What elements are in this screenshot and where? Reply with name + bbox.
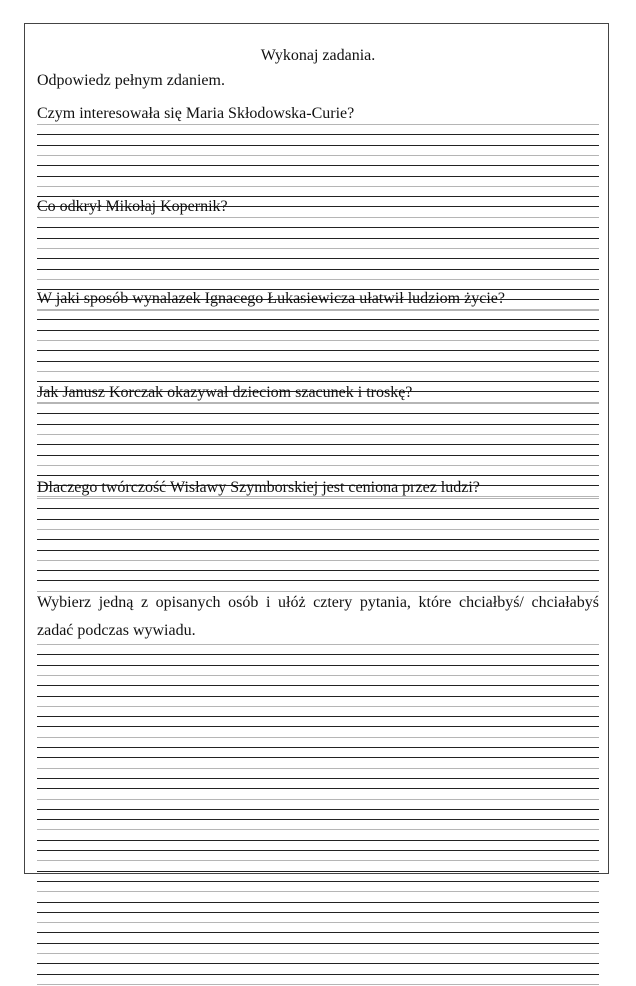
- writing-line: [37, 361, 599, 362]
- writing-guide-line: [37, 155, 599, 156]
- writing-guide-line: [37, 124, 599, 125]
- writing-line: [37, 840, 599, 841]
- writing-guide-line: [37, 706, 599, 707]
- writing-line: [37, 539, 599, 540]
- question-5: Dlaczego twórczość Wisławy Szymborskiej jest ceniona przez ludzi?: [37, 479, 480, 496]
- writing-line: [37, 819, 599, 820]
- writing-line: [37, 350, 599, 351]
- writing-line: [37, 165, 599, 166]
- writing-line: [37, 570, 599, 571]
- writing-guide-line: [37, 309, 599, 310]
- writing-guide-line: [37, 465, 599, 466]
- writing-line: [37, 519, 599, 520]
- writing-line: [37, 881, 599, 882]
- writing-guide-line: [37, 529, 599, 530]
- writing-guide-line: [37, 340, 599, 341]
- writing-guide-line: [37, 953, 599, 954]
- question-3: W jaki sposób wynalazek Ignacego Łukasiewicza ułatwił ludziom życie?: [37, 290, 505, 307]
- writing-guide-line: [37, 644, 599, 645]
- writing-line: [37, 176, 599, 177]
- writing-line: [37, 778, 599, 779]
- writing-guide-line: [37, 279, 599, 280]
- writing-line: [37, 809, 599, 810]
- writing-line: [37, 654, 599, 655]
- question-4: Jak Janusz Korczak okazywał dzieciom szacunek i troskę?: [37, 384, 413, 401]
- writing-line: [37, 238, 599, 239]
- writing-line: [37, 145, 599, 146]
- writing-line: [37, 444, 599, 445]
- instruction-text: Odpowiedz pełnym zdaniem.: [37, 72, 225, 89]
- writing-line: [37, 665, 599, 666]
- writing-line: [37, 912, 599, 913]
- writing-guide-line: [37, 799, 599, 800]
- writing-line: [37, 696, 599, 697]
- writing-line: [37, 475, 599, 476]
- writing-line: [37, 319, 599, 320]
- writing-guide-line: [37, 922, 599, 923]
- writing-guide-line: [37, 434, 599, 435]
- writing-line: [37, 974, 599, 975]
- writing-line: [37, 685, 599, 686]
- writing-line: [37, 550, 599, 551]
- question-1: Czym interesowała się Maria Skłodowska-Curie?: [37, 105, 355, 122]
- writing-line: [37, 943, 599, 944]
- writing-guide-line: [37, 248, 599, 249]
- worksheet-title: Wykonaj zadania.: [260, 47, 376, 64]
- question-2: Co odkrył Mikołaj Kopernik?: [37, 198, 228, 215]
- writing-line: [37, 716, 599, 717]
- writing-guide-line: [37, 737, 599, 738]
- writing-line: [37, 134, 599, 135]
- answer-area-5[interactable]: [37, 498, 599, 593]
- writing-line: [37, 413, 599, 414]
- writing-guide-line: [37, 498, 599, 499]
- writing-guide-line: [37, 217, 599, 218]
- writing-line: [37, 424, 599, 425]
- final-task-text: Wybierz jedną z opisanych osób i ułóż cztery pytania, które chciałbyś/ chciałabyś zadać podczas wywiadu.: [37, 594, 599, 639]
- writing-line: [37, 227, 599, 228]
- writing-line: [37, 788, 599, 789]
- writing-line: [37, 747, 599, 748]
- writing-line: [37, 726, 599, 727]
- writing-line: [37, 850, 599, 851]
- writing-line: [37, 932, 599, 933]
- writing-guide-line: [37, 371, 599, 372]
- writing-guide-line: [37, 403, 599, 404]
- writing-line: [37, 381, 599, 382]
- writing-guide-line: [37, 891, 599, 892]
- writing-guide-line: [37, 675, 599, 676]
- writing-guide-line: [37, 829, 599, 830]
- writing-line: [37, 330, 599, 331]
- writing-line: [37, 580, 599, 581]
- writing-guide-line: [37, 560, 599, 561]
- answer-area-final[interactable]: [37, 644, 599, 986]
- writing-line: [37, 508, 599, 509]
- writing-line: [37, 963, 599, 964]
- writing-line: [37, 455, 599, 456]
- writing-line: [37, 269, 599, 270]
- writing-guide-line: [37, 768, 599, 769]
- writing-guide-line: [37, 984, 599, 985]
- writing-line: [37, 757, 599, 758]
- writing-line: [37, 871, 599, 872]
- writing-guide-line: [37, 860, 599, 861]
- writing-guide-line: [37, 186, 599, 187]
- writing-line: [37, 902, 599, 903]
- writing-line: [37, 258, 599, 259]
